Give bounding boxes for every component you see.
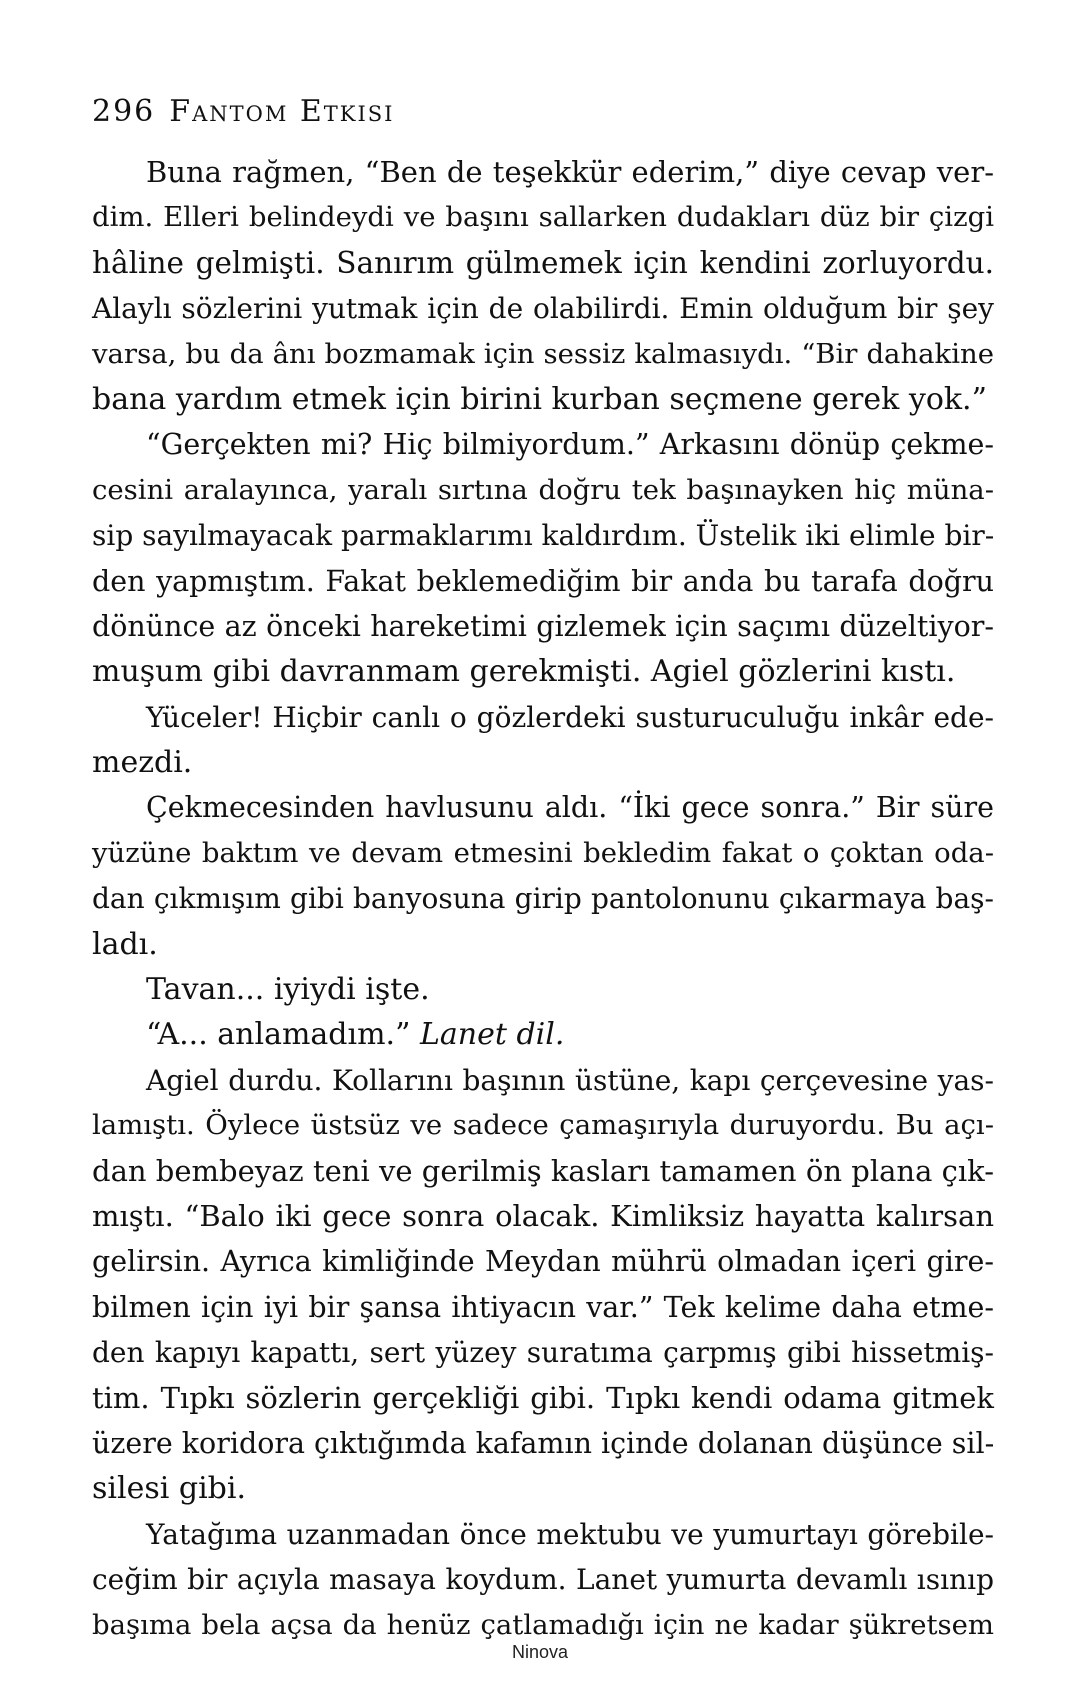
text-line bbox=[92, 876, 994, 921]
line-text: gelirsin. Ayrıca kimliğinde Meydan mührü olmadan içeri gire- bbox=[92, 1245, 994, 1279]
footer-watermark: Ninova bbox=[511, 1642, 569, 1662]
line-text: Buna rağmen, “Ben de teşekkür ederim,” diye cevap ver- bbox=[146, 155, 994, 189]
line-text: lamıştı. Öylece üstsüz ve sadece çamaşırıyla duruyordu. Bu açı- bbox=[92, 1109, 994, 1142]
text-line bbox=[92, 1330, 994, 1375]
line-text: Yatağıma uzanmadan önce mektubu ve yumurtayı görebile- bbox=[146, 1517, 994, 1551]
line-text: dim. Elleri belindeydi ve başını sallarken dudakları düz bir çizgi bbox=[92, 201, 994, 234]
text-line bbox=[92, 286, 994, 331]
text-line bbox=[92, 785, 994, 830]
line-text: den yapmıştım. Fakat beklemediğim bir anda bu tarafa doğru bbox=[92, 564, 994, 598]
text-line bbox=[92, 1285, 994, 1330]
line-text: mıştı. “Balo iki gece sonra olacak. Kimliksiz hayatta kalırsan bbox=[92, 1198, 994, 1233]
italic-text: Lanet dil. bbox=[419, 1017, 565, 1053]
line-text: ceğim bir açıyla masaya koydum. Lanet yumurta devamlı ısınıp bbox=[92, 1563, 994, 1597]
running-header bbox=[92, 92, 394, 132]
line-text: dan çıkmışım gibi banyosuna girip pantolonunu çıkarmaya baş- bbox=[92, 882, 994, 916]
text-line bbox=[92, 831, 994, 876]
line-text: üzere koridora çıktığımda kafamın içinde dolanan düşünce sil- bbox=[92, 1426, 995, 1460]
line-text: dönünce az önceki hareketimi gizlemek için saçımı düzeltiyor- bbox=[92, 609, 994, 643]
line-text: Yüceler! Hiçbir canlı o gözlerdeki susturuculuğu inkâr ede- bbox=[146, 700, 994, 734]
text-line bbox=[92, 1421, 994, 1466]
line-text: bilmen için iyi bir şansa ihtiyacın var.” Tek kelime daha etme- bbox=[92, 1290, 994, 1324]
text-line bbox=[92, 559, 994, 604]
text-line bbox=[92, 1512, 994, 1557]
text-line bbox=[92, 422, 994, 467]
text-line bbox=[92, 604, 994, 649]
text-line bbox=[92, 1012, 994, 1057]
text-line bbox=[92, 241, 994, 286]
line-text: Çekmecesinden havlusunu aldı. “İki gece sonra.” Bir süre bbox=[146, 791, 994, 825]
text-line bbox=[92, 1239, 994, 1284]
text-line bbox=[92, 513, 994, 558]
text-line bbox=[92, 1149, 994, 1194]
line-text: ladı. bbox=[92, 926, 158, 962]
line-text: Agiel durdu. Kollarını başının üstüne, kapı çerçevesine yas- bbox=[146, 1063, 994, 1097]
line-text: hâline gelmişti. Sanırım gülmemek için kendini zorluyordu. bbox=[92, 245, 994, 280]
line-text: varsa, bu da ânı bozmamak için sessiz kalmasıydı. “Bir dahakine bbox=[92, 337, 994, 370]
line-text: başıma bela açsa da henüz çatlamadığı için ne kadar şükretsem bbox=[92, 1608, 994, 1641]
line-text: silesi gibi. bbox=[92, 1471, 246, 1507]
line-text: mezdi. bbox=[92, 745, 193, 781]
book-title: Fantom Etkisi bbox=[169, 94, 395, 129]
line-text: sip sayılmayacak parmaklarımı kaldırdım. Üstelik iki elimle bir- bbox=[92, 519, 995, 553]
body-text bbox=[92, 150, 994, 1648]
text-line bbox=[92, 468, 994, 513]
line-text: “A... anlamadım.” bbox=[146, 1017, 411, 1053]
line-text: cesini aralayınca, yaralı sırtına doğru tek başınayken hiç müna- bbox=[92, 473, 994, 506]
text-line bbox=[92, 1466, 994, 1511]
line-text: muşum gibi davranmam gerekmişti. Agiel gözlerini kıstı. bbox=[92, 654, 956, 690]
line-text: Alaylı sözlerini yutmak için de olabilirdi. Emin olduğum bir şey bbox=[92, 292, 994, 326]
text-line bbox=[92, 1557, 994, 1602]
text-line bbox=[92, 332, 994, 377]
line-text: dan bembeyaz teni ve gerilmiş kasları tamamen ön plana çık- bbox=[92, 1153, 994, 1188]
line-text: tim. Tıpkı sözlerin gerçekliği gibi. Tıpkı kendi odama gitmek bbox=[92, 1380, 994, 1415]
text-line bbox=[92, 377, 994, 422]
line-text: Tavan... iyiydi işte. bbox=[146, 972, 430, 1008]
line-text: den kapıyı kapattı, sert yüzey suratıma çarpmış gibi hissetmiş- bbox=[92, 1336, 994, 1370]
text-line bbox=[92, 1376, 994, 1421]
page-number: 296 bbox=[92, 94, 156, 129]
text-line bbox=[92, 195, 994, 240]
text-line bbox=[92, 649, 994, 694]
text-line bbox=[92, 695, 994, 740]
text-line bbox=[92, 1194, 994, 1239]
line-text: bana yardım etmek için birini kurban seçmene gerek yok.” bbox=[92, 381, 987, 417]
text-line bbox=[92, 150, 994, 195]
text-line bbox=[92, 967, 994, 1012]
text-line bbox=[92, 1058, 994, 1103]
text-line bbox=[92, 922, 994, 967]
text-line bbox=[92, 740, 994, 785]
line-text: “Gerçekten mi? Hiç bilmiyordum.” Arkasını dönüp çekme- bbox=[146, 428, 994, 462]
line-text: yüzüne baktım ve devam etmesini bekledim fakat o çoktan oda- bbox=[92, 836, 994, 869]
text-line bbox=[92, 1103, 994, 1148]
